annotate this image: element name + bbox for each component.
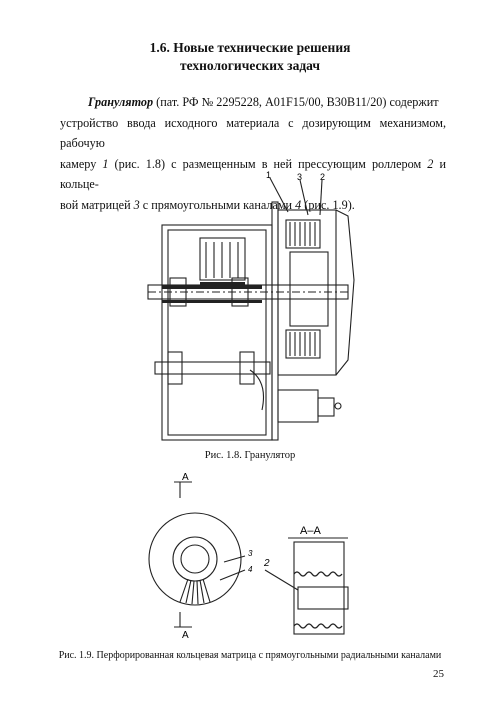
paragraph-text: камеру xyxy=(60,156,103,171)
section-marker-top: А xyxy=(182,472,189,483)
granulator-drawing xyxy=(140,170,370,445)
label-2: 2 xyxy=(264,558,270,569)
paragraph-line-2: устройство ввода исходного материала с дозирующим механизмом, рабочую xyxy=(60,115,446,150)
paragraph-text: (пат. РФ № 2295228, A01F15/00, B30B11/20) содержит xyxy=(153,95,439,109)
section-title-line1: 1.6. Новые технические решения xyxy=(149,40,351,55)
label-3: 3 xyxy=(248,549,253,558)
callout-1: 1 xyxy=(266,170,272,180)
callout-2: 2 xyxy=(320,172,326,182)
page-number: 25 xyxy=(433,668,444,680)
ref-number: 2 xyxy=(427,156,434,171)
term-granulator: Гранулятор xyxy=(88,95,154,109)
figure-1-8-caption: Рис. 1.8. Гранулятор xyxy=(204,450,296,461)
callout-3: 3 xyxy=(297,172,303,182)
figure-1-9-caption: Рис. 1.9. Перфорированная кольцевая матрица с прямоугольными радиальными каналами xyxy=(58,650,442,661)
label-4: 4 xyxy=(248,565,253,574)
ref-number: 4 xyxy=(295,197,302,212)
ring-die-drawing xyxy=(140,462,370,647)
paragraph-line-1 xyxy=(60,92,446,113)
section-marker-bottom: А xyxy=(182,630,189,641)
section-title-line2: технологических задач xyxy=(180,58,320,73)
ref-number: 1 xyxy=(102,156,109,171)
paragraph-text: (рис. 1.8) с размещенным в ней прессующим роллером xyxy=(108,156,428,171)
paragraph-text: с прямоугольными каналами xyxy=(139,197,296,212)
paragraph-text: и кольце- xyxy=(60,156,446,191)
section-title: А–А xyxy=(300,525,321,537)
paragraph-text: (рис. 1.9). xyxy=(301,197,355,212)
paragraph-text: вой матрицей xyxy=(60,197,134,212)
ref-number: 3 xyxy=(133,197,140,212)
